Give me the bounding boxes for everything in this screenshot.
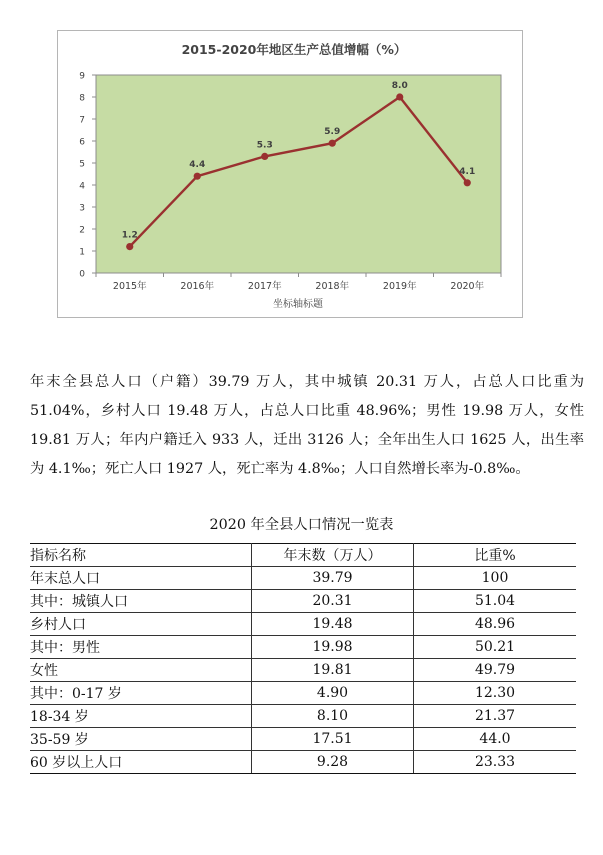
- row-share: 23.33: [414, 751, 577, 774]
- x-tick-label: 2020年: [450, 281, 485, 292]
- population-paragraph: 年末全县总人口（户籍）39.79 万人，其中城镇 20.31 万人，占总人口比重为 51.04%，乡村人口 19.48 万人，占总人口比重 48.96%；男性 19.98 万人，女性 19.81 万人；年内户籍迁入 933 人，迁出 3126 人；全年出生人口 1625 人，出生率为 4.1‰；死亡人口 1927 人，死亡率为 4.8‰；人口自然增长率为-0.8‰。: [30, 374, 584, 477]
- x-tick-label: 2016年: [180, 281, 215, 292]
- y-axis-ticks: [79, 72, 96, 280]
- row-value: 4.90: [252, 682, 414, 705]
- table-header-row: [30, 544, 576, 567]
- chart-title: 2015-2020年地区生产总值增幅（%）: [181, 42, 407, 57]
- table-row: [30, 567, 576, 590]
- row-value: 19.81: [252, 659, 414, 682]
- plot-area: [96, 75, 501, 273]
- growth-chart: [57, 30, 523, 318]
- row-value: 20.31: [252, 590, 414, 613]
- row-value: 19.98: [252, 636, 414, 659]
- y-tick-label: 8: [79, 93, 85, 104]
- header-share: 比重%: [414, 544, 577, 567]
- growth-chart-svg: [58, 31, 524, 319]
- x-axis-ticks: [96, 273, 501, 292]
- table-row: [30, 751, 576, 774]
- data-point: [261, 153, 268, 160]
- row-share: 48.96: [414, 613, 577, 636]
- row-value: 19.48: [252, 613, 414, 636]
- x-tick-label: 2017年: [247, 281, 282, 292]
- row-value: 9.28: [252, 751, 414, 774]
- row-name: 其中：城镇人口: [30, 590, 252, 613]
- row-value: 8.10: [252, 705, 414, 728]
- y-tick-label: 6: [79, 137, 85, 148]
- table-row: [30, 682, 576, 705]
- x-tick-label: 2018年: [315, 281, 350, 292]
- data-point: [464, 179, 471, 186]
- x-axis-title: 坐标轴标题: [273, 299, 323, 310]
- table-row: [30, 636, 576, 659]
- y-tick-label: 1: [79, 247, 85, 258]
- data-label: 8.0: [391, 81, 408, 91]
- table-row: [30, 613, 576, 636]
- row-name: 女性: [30, 659, 252, 682]
- row-name: 35-59 岁: [30, 728, 252, 751]
- y-tick-label: 7: [79, 115, 85, 126]
- y-tick-label: 9: [79, 71, 85, 82]
- table-row: [30, 705, 576, 728]
- table-row: [30, 659, 576, 682]
- row-value: 17.51: [252, 728, 414, 751]
- y-tick-label: 0: [79, 269, 85, 280]
- row-name: 乡村人口: [30, 613, 252, 636]
- data-point: [396, 93, 403, 100]
- row-share: 12.30: [414, 682, 577, 705]
- y-tick-label: 4: [79, 181, 85, 192]
- table-row: [30, 590, 576, 613]
- data-point: [194, 173, 201, 180]
- y-tick-label: 5: [79, 159, 85, 170]
- y-tick-label: 2: [79, 225, 85, 236]
- y-tick-label: 3: [79, 203, 85, 214]
- table-title: 2020 年全县人口情况一览表: [209, 517, 394, 533]
- data-point: [329, 140, 336, 147]
- header-year-end-value: 年末数（万人）: [252, 544, 414, 567]
- row-name: 60 岁以上人口: [30, 751, 252, 774]
- row-name: 其中：0-17 岁: [30, 682, 252, 705]
- row-name: 年末总人口: [30, 567, 252, 590]
- population-table: [30, 543, 576, 774]
- data-label: 4.1: [459, 166, 476, 177]
- x-tick-label: 2015年: [112, 281, 147, 292]
- row-value: 39.79: [252, 567, 414, 590]
- row-share: 21.37: [414, 705, 577, 728]
- row-share: 51.04: [414, 590, 577, 613]
- row-share: 50.21: [414, 636, 577, 659]
- data-label: 4.4: [189, 160, 206, 171]
- x-tick-label: 2019年: [382, 281, 417, 292]
- row-share: 44.0: [414, 728, 577, 751]
- data-point: [126, 243, 133, 250]
- row-name: 其中：男性: [30, 636, 252, 659]
- row-name: 18-34 岁: [30, 705, 252, 728]
- data-label: 5.9: [324, 127, 341, 138]
- data-label: 1.2: [121, 230, 138, 241]
- data-label: 5.3: [256, 140, 273, 151]
- row-share: 49.79: [414, 659, 577, 682]
- row-share: 100: [414, 567, 577, 590]
- header-indicator: 指标名称: [30, 544, 252, 567]
- table-body: [30, 567, 576, 774]
- table-row: [30, 728, 576, 751]
